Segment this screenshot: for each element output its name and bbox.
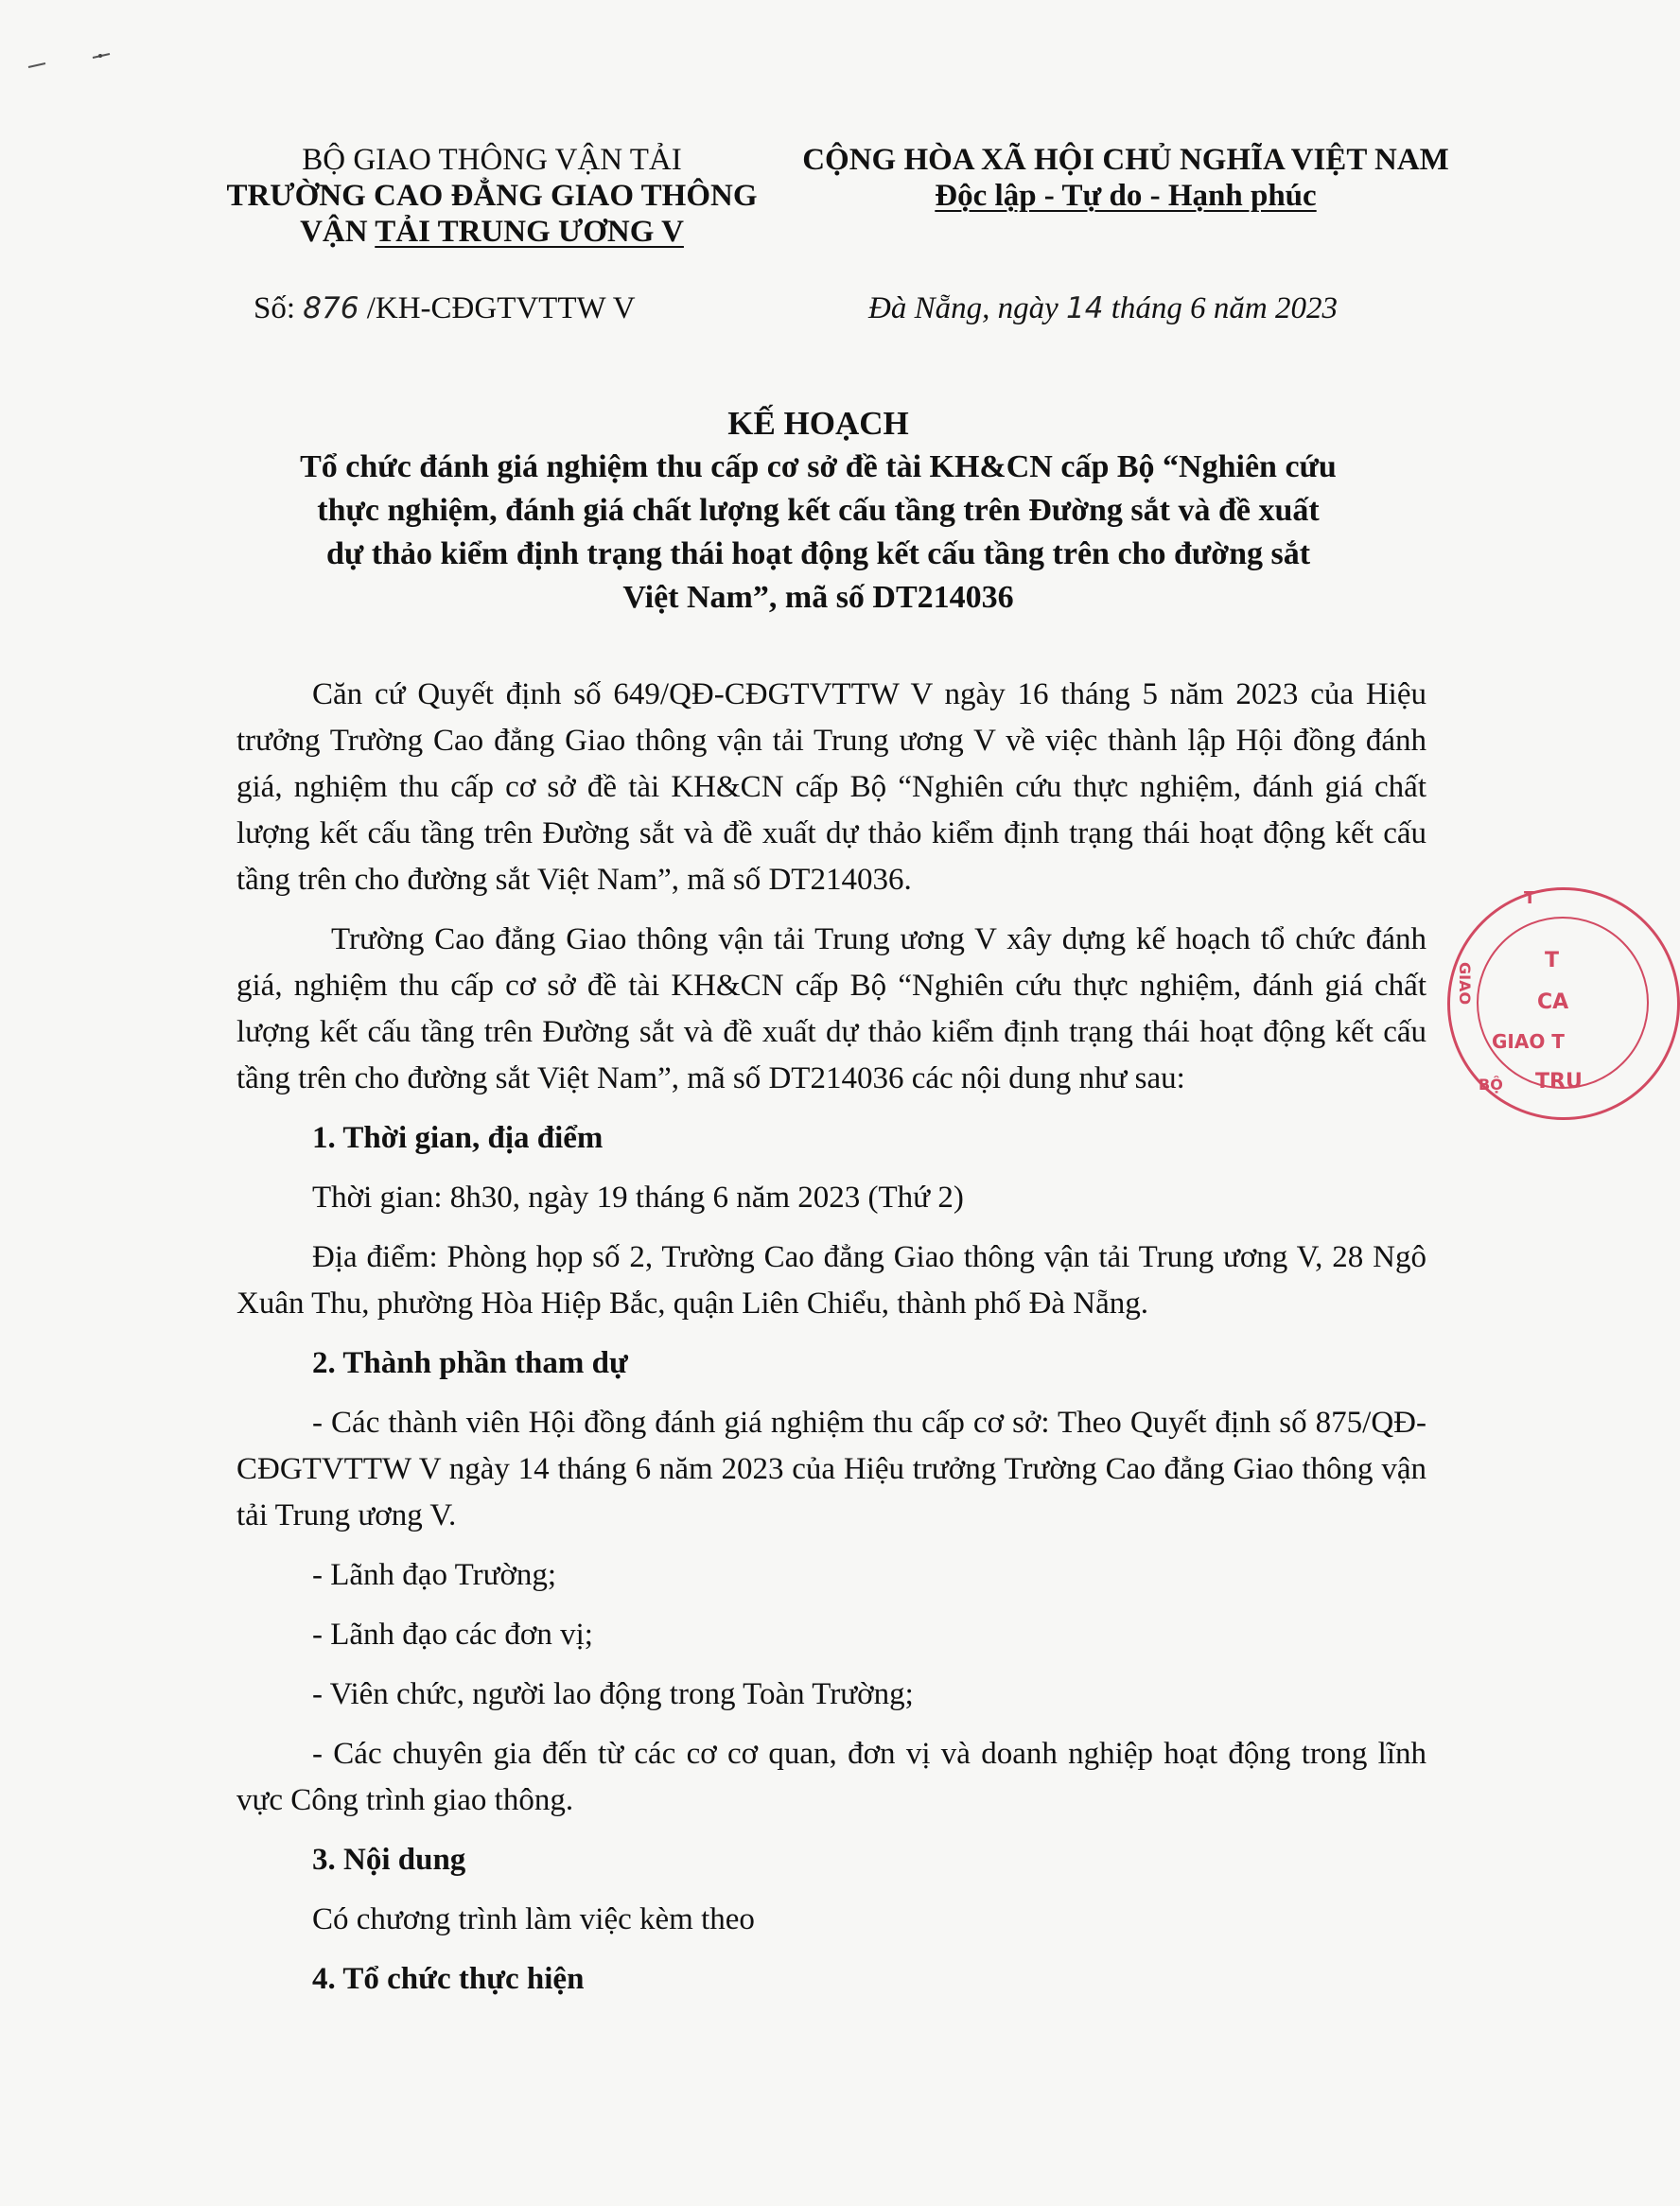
header-left bbox=[189, 142, 795, 250]
section-2-heading: 2. Thành phần tham dự bbox=[312, 1346, 628, 1380]
seal-text-2: CA bbox=[1537, 990, 1569, 1014]
document-date bbox=[868, 291, 1338, 326]
school-name-line2-a: VẬN bbox=[300, 215, 376, 249]
number-suffix: /KH-CĐGTVTTW V bbox=[359, 291, 636, 325]
seal-ring-text: GIAO bbox=[1456, 962, 1474, 1006]
number-prefix: Số: bbox=[254, 291, 304, 325]
section-1-heading: 1. Thời gian, địa điểm bbox=[312, 1121, 604, 1155]
title-line3: dự thảo kiểm định trạng thái hoạt động kết cấu tầng trên cho đường sắt bbox=[325, 536, 1311, 571]
scan-mark bbox=[26, 52, 112, 71]
school-name-line2-b: TẢI TRUNG ƯƠNG V bbox=[375, 215, 684, 249]
red-seal-stamp bbox=[1447, 887, 1680, 1120]
section-2-item-4: - Viên chức, người lao động trong Toàn Trường; bbox=[312, 1677, 914, 1711]
section-2-item-1: - Các thành viên Hội đồng đánh giá nghiệm thu cấp cơ sở: Theo Quyết định số 875/QĐ-CĐGTVTTW V ngày 14 tháng 6 năm 2023 của Hiệu trưởng Trường Cao đẳng Giao thông vận tải Trung ương V. bbox=[236, 1406, 1426, 1532]
seal-text-3: GIAO T bbox=[1492, 1030, 1565, 1053]
motto-text: Độc lập - Tự do - Hạnh phúc bbox=[935, 179, 1317, 213]
school-name-line1: TRƯỜNG CAO ĐẲNG GIAO THÔNG bbox=[226, 179, 758, 213]
seal-text-1: T bbox=[1545, 949, 1560, 972]
ministry-name: BỘ GIAO THÔNG VẬN TẢI bbox=[302, 143, 682, 177]
handwritten-number: 876 bbox=[303, 291, 359, 325]
document-title bbox=[236, 402, 1400, 620]
section-3-heading: 3. Nội dung bbox=[312, 1843, 466, 1877]
date-part-a: Đà Nẵng, ngày bbox=[868, 291, 1066, 325]
seal-ring-text-2: BỘ bbox=[1479, 1076, 1503, 1094]
school-name-line2 bbox=[189, 214, 795, 250]
seal-text-4: TRU bbox=[1535, 1070, 1583, 1094]
handwritten-day: 14 bbox=[1066, 291, 1104, 325]
header-right bbox=[785, 142, 1466, 214]
title-line1: Tổ chức đánh giá nghiệm thu cấp cơ sở đề tài KH&CN cấp Bộ “Nghiên cứu bbox=[300, 449, 1337, 484]
date-part-b: tháng 6 năm 2023 bbox=[1103, 291, 1338, 325]
title-main: KẾ HOẠCH bbox=[727, 405, 909, 442]
section-2-item-3: - Lãnh đạo các đơn vị; bbox=[312, 1618, 593, 1652]
paragraph-basis: Căn cứ Quyết định số 649/QĐ-CĐGTVTTW V ngày 16 tháng 5 năm 2023 của Hiệu trưởng Trường Cao đẳng Giao thông vận tải Trung ương V về việc thành lập Hội đồng đánh giá, nghiệm thu cấp cơ sở đề tài KH&CN cấp Bộ “Nghiên cứu thực nghiệm, đánh giá chất lượng kết cấu tầng trên Đường sắt và đề xuất dự thảo kiểm định trạng thái hoạt động kết cấu tầng trên cho đường sắt Việt Nam”, mã số DT214036. bbox=[236, 677, 1426, 897]
section-1-place: Địa điểm: Phòng họp số 2, Trường Cao đẳng Giao thông vận tải Trung ương V, 28 Ngô Xuân Thu, phường Hòa Hiệp Bắc, quận Liên Chiểu, thành phố Đà Nẵng. bbox=[236, 1240, 1426, 1321]
document-number bbox=[254, 291, 636, 326]
motto bbox=[785, 178, 1466, 214]
document-body bbox=[236, 672, 1426, 2016]
section-1-time: Thời gian: 8h30, ngày 19 tháng 6 năm 2023 (Thứ 2) bbox=[312, 1181, 964, 1215]
title-line2: thực nghiệm, đánh giá chất lượng kết cấu tầng trên Đường sắt và đề xuất bbox=[317, 493, 1320, 528]
seal-top-letter: T bbox=[1524, 888, 1536, 908]
section-2-item-5: - Các chuyên gia đến từ các cơ cơ quan, đơn vị và doanh nghiệp hoạt động trong lĩnh vực Công trình giao thông. bbox=[236, 1737, 1426, 1817]
section-2-item-2: - Lãnh đạo Trường; bbox=[312, 1558, 557, 1592]
section-3-text: Có chương trình làm việc kèm theo bbox=[312, 1902, 755, 1936]
title-line4: Việt Nam”, mã số DT214036 bbox=[622, 580, 1014, 615]
country-name: CỘNG HÒA XÃ HỘI CHỦ NGHĨA VIỆT NAM bbox=[802, 143, 1449, 177]
section-4-heading: 4. Tổ chức thực hiện bbox=[312, 1962, 585, 1996]
paragraph-intro: Trường Cao đẳng Giao thông vận tải Trung ương V xây dựng kế hoạch tổ chức đánh giá, nghiệm thu cấp cơ sở đề tài KH&CN cấp Bộ “Nghiên cứu thực nghiệm, đánh giá chất lượng kết cấu tầng trên Đường sắt và đề xuất dự thảo kiểm định trạng thái hoạt động kết cấu tầng trên cho đường sắt Việt Nam”, mã số DT214036 các nội dung như sau: bbox=[236, 922, 1426, 1095]
